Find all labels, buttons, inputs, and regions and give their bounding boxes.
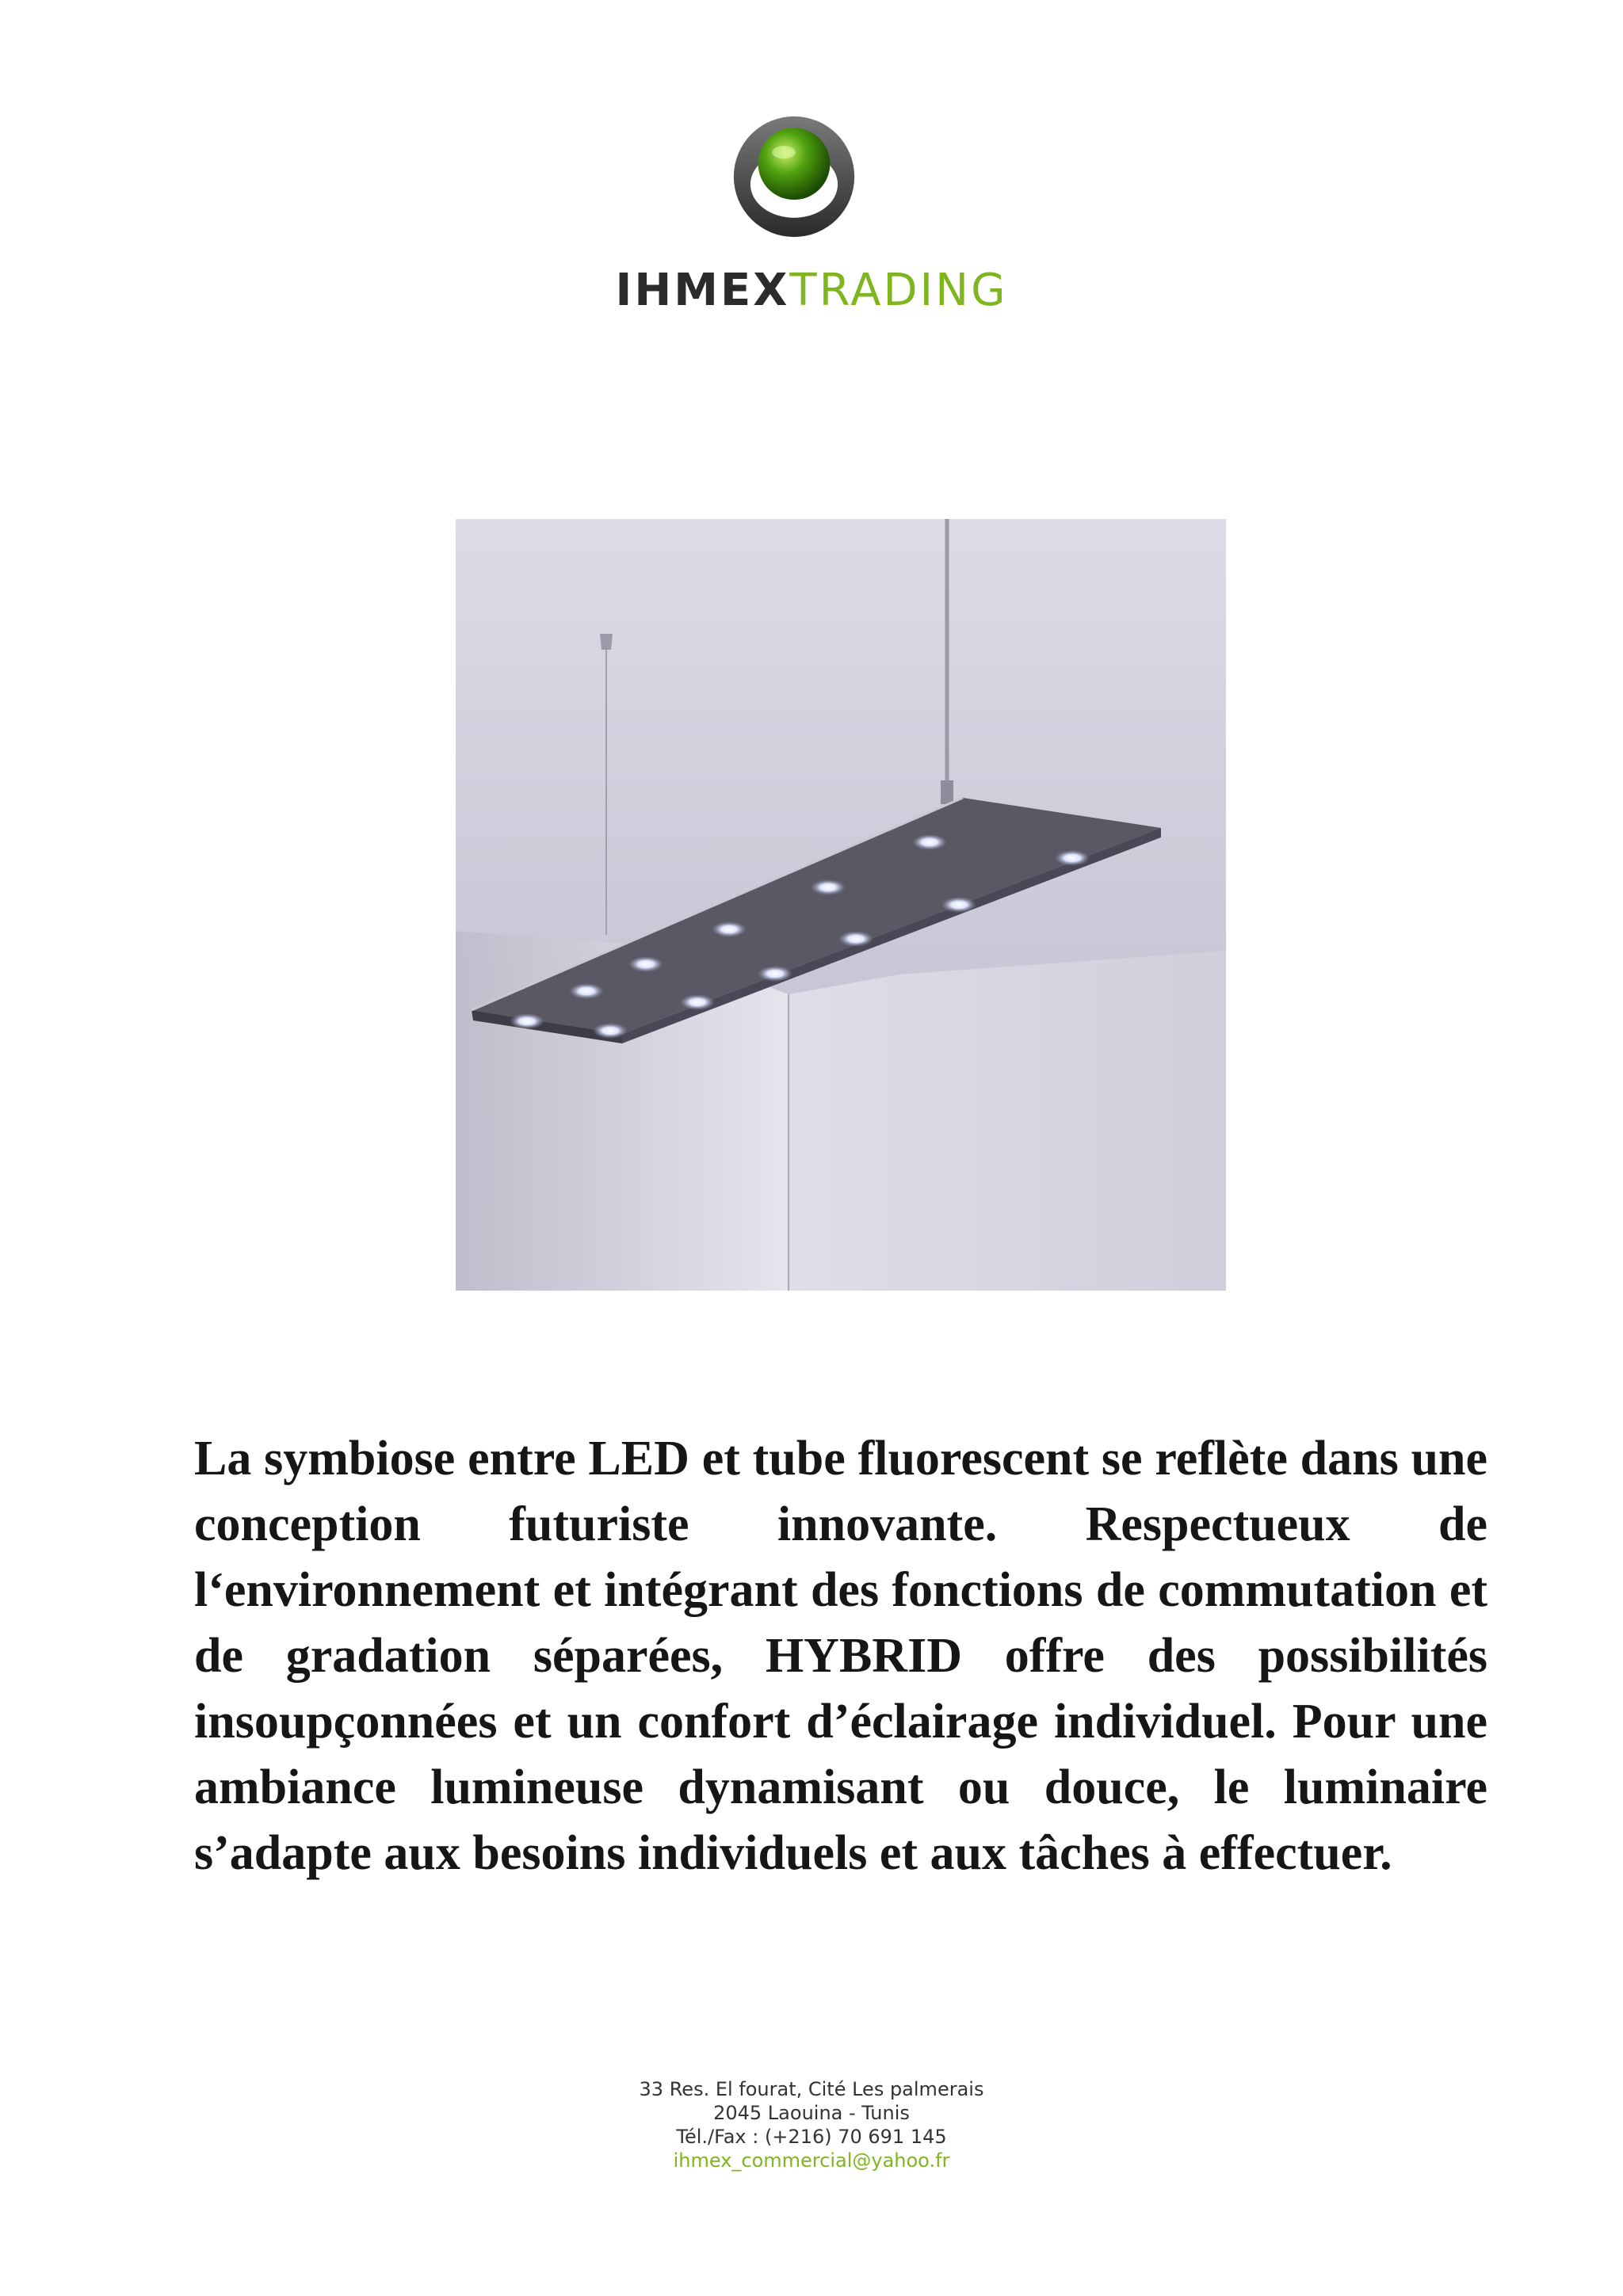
description-paragraph: La symbiose entre LED et tube fluorescent se reflète dans une conception futuriste innovante. Respectueux de l‘environnement et intégrant des fonctions de commutation et de gradation séparées, HYBRID offre des possibilités insoupçonnées et un confort d’éclairage individuel. Pour une ambiance lumineuse dynamisant ou douce, le luminaire s’adapte aux besoins individuels et aux tâches à effectuer. bbox=[194, 1432, 1487, 1880]
email-link[interactable]: ihmex_commercial@yahoo.fr bbox=[673, 2149, 950, 2172]
footer-address bbox=[0, 2077, 1623, 2172]
brand-wordmark bbox=[0, 263, 1623, 318]
brand-name-part1: IHMEX bbox=[615, 265, 790, 316]
address-line-1: 33 Res. El fourat, Cité Les palmerais bbox=[639, 2078, 984, 2100]
logo-icon bbox=[730, 113, 858, 241]
brand-name-part2: TRADING bbox=[789, 265, 1008, 316]
address-line-2: 2045 Laouina - Tunis bbox=[713, 2102, 910, 2124]
product-photo bbox=[456, 519, 1226, 1291]
phone-fax: Tél./Fax : (+216) 70 691 145 bbox=[676, 2126, 947, 2148]
